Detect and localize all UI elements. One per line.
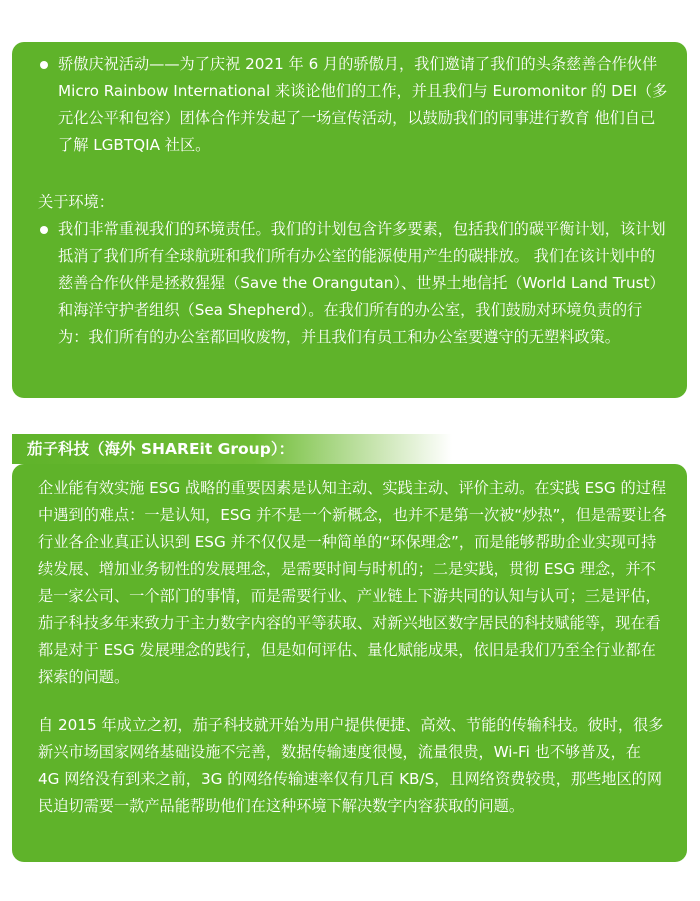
environment-item	[38, 216, 669, 351]
section-title: 茄子科技（海外 SHAREit Group）：	[27, 440, 295, 458]
values-card	[12, 42, 687, 398]
section-title-banner	[12, 434, 452, 464]
environment-text: 我们非常重视我们的环境责任。我们的计划包含许多要素，包括我们的碳平衡计划，该计划抵消了我们所有全球航班和我们所有办公室的能源使用产生的碳排放。 我们在该计划中的慈善合作伙伴是拯救猩猩（Save the Orangutan）、世界土地信托（World Land Trust）和海洋守护者组织（Sea Shepherd）。在我们所有的办公室，我们鼓励对环境负责的行为：我们所有的办公室都回收废物，并且我们有员工和办公室要遵守的无塑料政策。	[58, 220, 666, 346]
esg-paragraph: 企业能有效实施 ESG 战略的重要因素是认知主动、实践主动、评价主动。在实践 ESG 的过程中遇到的难点：一是认知，ESG 并不是一个新概念，也并不是第一次被“炒热”，但是需要让各行业各企业真正认识到 ESG 并不仅仅是一种简单的“环保理念”，而是能够帮助企业实现可持续发展、增加业务韧性的发展理念，是需要时间与时机的；二是实践，贯彻 ESG 理念，并不是一家公司、一个部门的事情，而是需要行业、产业链上下游共同的认知与认可；三是评估，茄子科技多年来致力于主力数字内容的平等获取、对新兴地区数字居民的科技赋能等，现在看都是对于 ESG 发展理念的践行，但是如何评估、量化赋能成果，依旧是我们乃至全行业都在探索的问题。	[38, 479, 667, 686]
celebration-text: 骄傲庆祝活动——为了庆祝 2021 年 6 月的骄傲月，我们邀请了我们的头条慈善合作伙伴 Micro Rainbow International 来谈论他们的工作，并且我们与 Euromonitor 的 DEI（多元化公平和包容）团体合作并发起了一场宣传活动，以鼓励我们的同事进行教育 他们自己了解 LGBTQIA 社区。	[58, 55, 668, 154]
environment-list	[38, 216, 669, 351]
celebration-list	[38, 51, 669, 159]
environment-heading: 关于环境：	[38, 193, 114, 211]
shareit-card	[12, 464, 687, 862]
history-paragraph: 自 2015 年成立之初，茄子科技就开始为用户提供便捷、高效、节能的传输科技。彼时，很多新兴市场国家网络基础设施不完善，数据传输速度很慢，流量很贵，Wi-Fi 也不够普及，在 4G 网络没有到来之前，3G 的网络传输速率仅有几百 KB/S，且网络资费较贵，那些地区的网民迫切需要一款产品能帮助他们在这种环境下解决数字内容获取的问题。	[38, 716, 664, 815]
celebration-item	[38, 51, 669, 159]
